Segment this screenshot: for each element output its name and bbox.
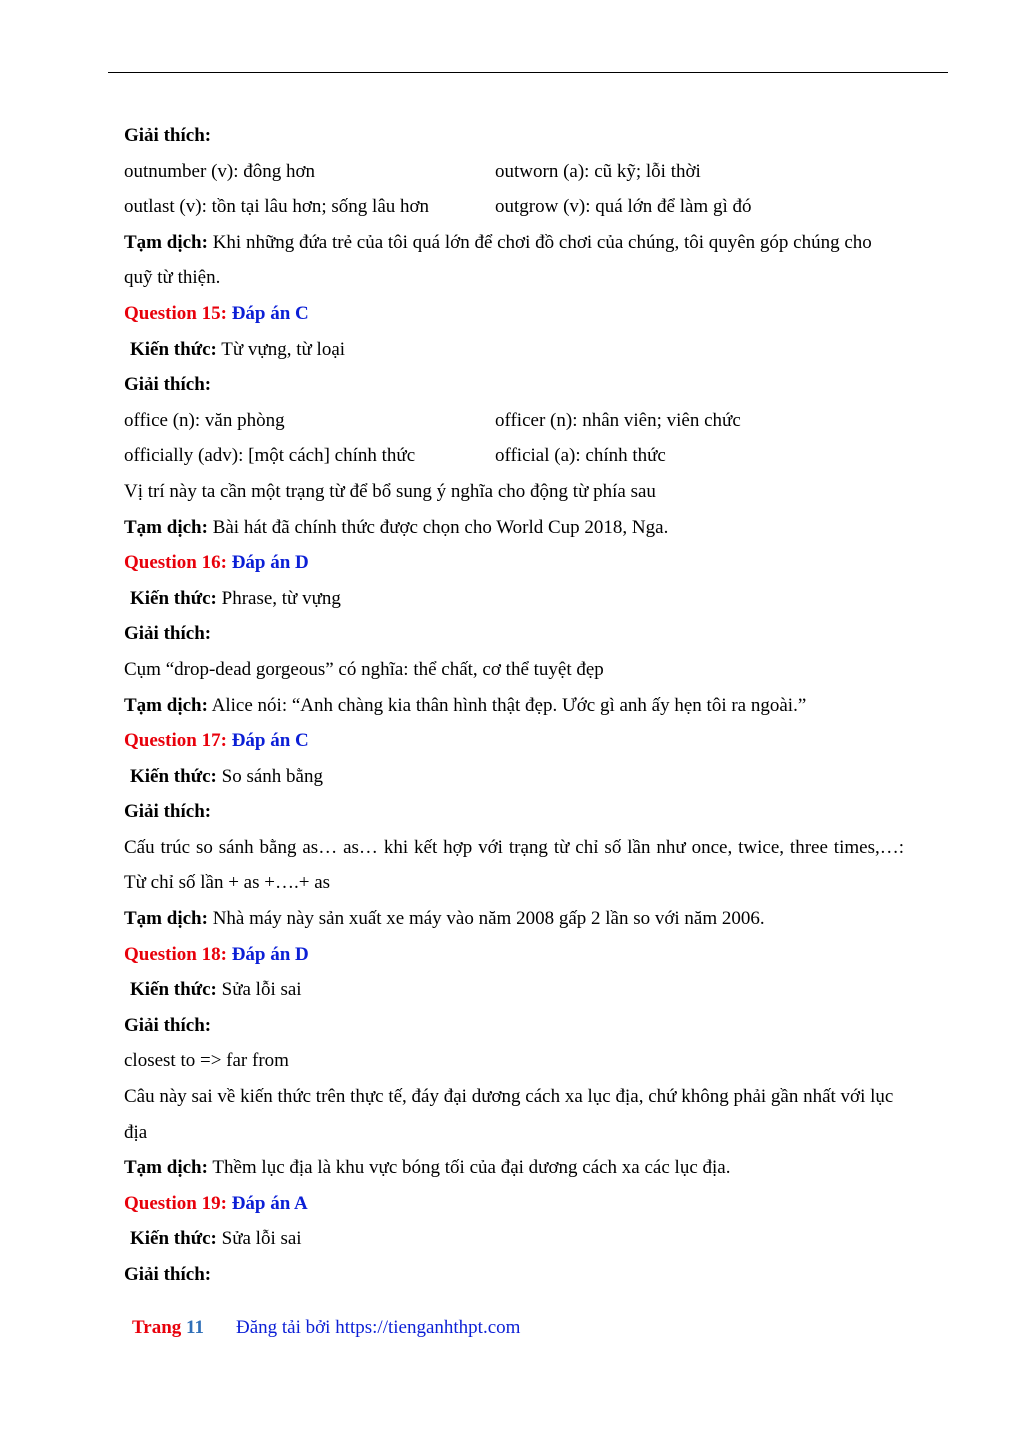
kien-thuc-label: Kiến thức: (130, 1228, 217, 1250)
q17-kien-thuc (124, 759, 904, 795)
q16-kien-thuc (124, 581, 904, 617)
q15-vocab-row-2 (124, 438, 904, 474)
question-label: Question 17: (124, 730, 227, 752)
q16-giai-thich-heading: Giải thích: (124, 623, 212, 645)
tam-dich-label: Tạm dịch: (124, 694, 208, 716)
kien-thuc-text: Sửa lỗi sai (216, 1228, 302, 1250)
q14-vocab-row-2 (124, 189, 904, 225)
vocab-item: outgrow (v): quá lớn để làm gì đó (495, 196, 752, 218)
page-number: 11 (186, 1317, 204, 1338)
tam-dich-text: Bài hát đã chính thức được chọn cho World Cup 2018, Nga. (207, 516, 669, 538)
q18-kien-thuc (124, 972, 904, 1008)
q18-giai-thich-heading: Giải thích: (124, 1014, 212, 1036)
q18-correction: closest to => far from (124, 1050, 289, 1072)
vocab-item: outworn (a): cũ kỹ; lỗi thời (495, 160, 701, 182)
answer-label: Đáp án C (226, 302, 309, 324)
tam-dich-text: Nhà máy này sản xuất xe máy vào năm 2008 gấp 2 lần so với năm 2006. (207, 908, 765, 930)
kien-thuc-label: Kiến thức: (130, 338, 217, 360)
question-label: Question 19: (124, 1192, 227, 1214)
kien-thuc-label: Kiến thức: (130, 587, 217, 609)
page-footer (132, 1313, 520, 1343)
q19-kien-thuc (124, 1221, 904, 1257)
q16-heading (124, 545, 904, 581)
q15-note: Vị trí này ta cần một trạng từ để bổ sung ý nghĩa cho động từ phía sau (124, 480, 656, 502)
tam-dich-text: Khi những đứa trẻ của tôi quá lớn để chơi đồ chơi của chúng, tôi quyên góp chúng cho quỹ từ thiện. (124, 231, 872, 289)
q17-tam-dich (124, 901, 904, 937)
tam-dich-label: Tạm dịch: (124, 231, 208, 253)
q16-note: Cụm “drop-dead gorgeous” có nghĩa: thể chất, cơ thể tuyệt đẹp (124, 658, 604, 680)
vocab-item: outlast (v): tồn tại lâu hơn; sống lâu hơn (124, 196, 430, 218)
kien-thuc-text: Từ vựng, từ loại (216, 338, 346, 360)
page-label: Trang (132, 1317, 187, 1338)
kien-thuc-text: So sánh bằng (216, 765, 323, 787)
tam-dich-text: Thềm lục địa là khu vực bóng tối của đại dương cách xa các lục địa. (207, 1157, 731, 1179)
answer-explanations (124, 118, 904, 1293)
vocab-item: official (a): chính thức (495, 445, 666, 467)
q19-giai-thich-heading: Giải thích: (124, 1264, 212, 1285)
q19-heading (124, 1186, 904, 1222)
question-label: Question 16: (124, 552, 227, 574)
answer-label: Đáp án A (226, 1192, 308, 1214)
kien-thuc-label: Kiến thức: (130, 979, 217, 1001)
q14-giai-thich-heading: Giải thích: (124, 125, 212, 146)
q17-note: Cấu trúc so sánh bằng as… as… khi kết hợp với trạng từ chỉ số lần như once, twice, three times,…: Từ chỉ số lần + as +….+ as (124, 836, 904, 894)
q15-heading (124, 296, 904, 332)
question-label: Question 18: (124, 943, 227, 965)
source-link[interactable]: Đăng tải bởi https://tienganhthpt.com (235, 1317, 521, 1338)
vocab-item: office (n): văn phòng (124, 409, 285, 431)
q14-vocab-row-1 (124, 154, 904, 190)
vocab-item: officer (n): nhân viên; viên chức (495, 409, 741, 431)
q15-vocab-row-1 (124, 403, 904, 439)
q17-heading (124, 723, 904, 759)
header-rule (108, 72, 948, 73)
answer-label: Đáp án D (226, 943, 309, 965)
q15-giai-thich-heading: Giải thích: (124, 374, 212, 396)
q18-note: Câu này sai về kiến thức trên thực tế, đáy đại dương cách xa lục địa, chứ không phải gần nhất với lục địa (124, 1086, 894, 1143)
tam-dich-label: Tạm dịch: (124, 516, 208, 538)
kien-thuc-text: Phrase, từ vựng (216, 587, 341, 609)
tam-dich-label: Tạm dịch: (124, 1157, 208, 1179)
q18-tam-dich (124, 1150, 904, 1186)
q14-tam-dich (124, 225, 904, 296)
answer-label: Đáp án C (226, 730, 309, 752)
q16-tam-dich (124, 688, 904, 724)
question-label: Question 15: (124, 302, 227, 324)
kien-thuc-label: Kiến thức: (130, 765, 217, 787)
tam-dich-text: Alice nói: “Anh chàng kia thân hình thật đẹp. Ước gì anh ấy hẹn tôi ra ngoài.” (207, 694, 807, 716)
q18-heading (124, 937, 904, 973)
q17-giai-thich-heading: Giải thích: (124, 801, 212, 823)
tam-dich-label: Tạm dịch: (124, 908, 208, 930)
q15-kien-thuc (124, 332, 904, 368)
kien-thuc-text: Sửa lỗi sai (216, 979, 302, 1001)
vocab-item: outnumber (v): đông hơn (124, 160, 316, 182)
answer-label: Đáp án D (226, 552, 309, 574)
vocab-item: officially (adv): [một cách] chính thức (124, 445, 416, 467)
q15-tam-dich (124, 510, 904, 546)
